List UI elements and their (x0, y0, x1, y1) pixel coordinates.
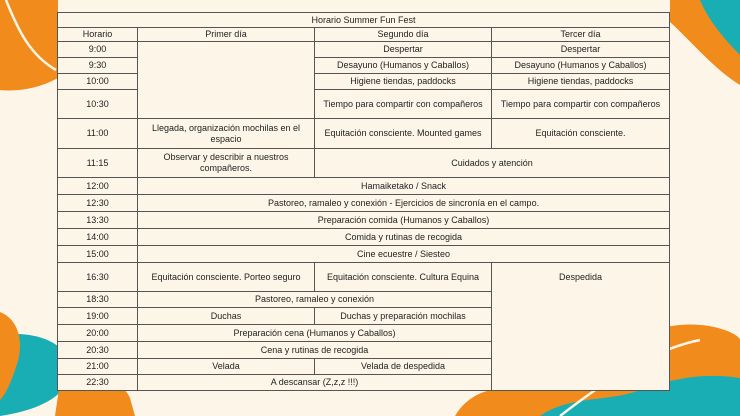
table-row (58, 149, 670, 178)
activity-cell: Equitación consciente. Porteo seguro (138, 263, 315, 292)
time-cell: 22:30 (58, 375, 138, 391)
table-row (58, 212, 670, 229)
time-cell: 12:30 (58, 195, 138, 212)
activity-cell: Higiene tiendas, paddocks (492, 74, 670, 90)
activity-cell: Cine ecuestre / Siesteo (138, 246, 670, 263)
header-row (58, 28, 670, 42)
time-cell: 10:00 (58, 74, 138, 90)
header-time: Horario (58, 28, 138, 42)
activity-cell: Comida y rutinas de recogida (138, 229, 670, 246)
empty-cell (138, 42, 315, 119)
table-row (58, 195, 670, 212)
activity-cell: Equitación consciente. Cultura Equina (315, 263, 492, 292)
activity-cell: Pastoreo, ramaleo y conexión (138, 292, 492, 308)
header-day-1: Primer día (138, 28, 315, 42)
header-day-2: Segundo día (315, 28, 492, 42)
activity-cell: Despertar (492, 42, 670, 58)
schedule-table (57, 12, 670, 391)
time-cell: 11:00 (58, 119, 138, 149)
activity-cell: Cuidados y atención (315, 149, 670, 178)
activity-cell: Despedida (492, 263, 670, 391)
time-cell: 16:30 (58, 263, 138, 292)
time-cell: 13:30 (58, 212, 138, 229)
header-day-3: Tercer día (492, 28, 670, 42)
activity-cell: Despertar (315, 42, 492, 58)
activity-cell: Velada (138, 359, 315, 375)
time-cell: 11:15 (58, 149, 138, 178)
table-row (58, 42, 670, 58)
activity-cell: Llegada, organización mochilas en el espacio (138, 119, 315, 149)
table-row (58, 263, 670, 292)
activity-cell: Preparación comida (Humanos y Caballos) (138, 212, 670, 229)
time-cell: 14:00 (58, 229, 138, 246)
activity-cell: Preparación cena (Humanos y Caballos) (138, 325, 492, 342)
time-cell: 9:30 (58, 58, 138, 74)
activity-cell: Desayuno (Humanos y Caballos) (315, 58, 492, 74)
activity-cell: Observar y describir a nuestros compañeros. (138, 149, 315, 178)
activity-cell: Duchas y preparación mochilas (315, 308, 492, 325)
table-row (58, 178, 670, 195)
activity-cell: Higiene tiendas, paddocks (315, 74, 492, 90)
time-cell: 21:00 (58, 359, 138, 375)
activity-cell: Desayuno (Humanos y Caballos) (492, 58, 670, 74)
table-row (58, 229, 670, 246)
time-cell: 10:30 (58, 90, 138, 119)
time-cell: 18:30 (58, 292, 138, 308)
time-cell: 19:00 (58, 308, 138, 325)
table-row (58, 246, 670, 263)
activity-cell: Pastoreo, ramaleo y conexión - Ejercicios de sincronía en el campo. (138, 195, 670, 212)
schedule-title: Horario Summer Fun Fest (58, 13, 670, 28)
time-cell: 9:00 (58, 42, 138, 58)
activity-cell: Hamaiketako / Snack (138, 178, 670, 195)
activity-cell: Equitación consciente. Mounted games (315, 119, 492, 149)
time-cell: 20:00 (58, 325, 138, 342)
time-cell: 12:00 (58, 178, 138, 195)
table-row (58, 119, 670, 149)
activity-cell: Duchas (138, 308, 315, 325)
activity-cell: Velada de despedida (315, 359, 492, 375)
table-title-row (58, 13, 670, 28)
schedule-sheet (57, 12, 669, 391)
activity-cell: A descansar (Z,z,z !!!) (138, 375, 492, 391)
time-cell: 15:00 (58, 246, 138, 263)
activity-cell: Cena y rutinas de recogida (138, 342, 492, 359)
activity-cell: Tiempo para compartir con compañeros (492, 90, 670, 119)
activity-cell: Tiempo para compartir con compañeros (315, 90, 492, 119)
activity-cell: Equitación consciente. (492, 119, 670, 149)
time-cell: 20:30 (58, 342, 138, 359)
